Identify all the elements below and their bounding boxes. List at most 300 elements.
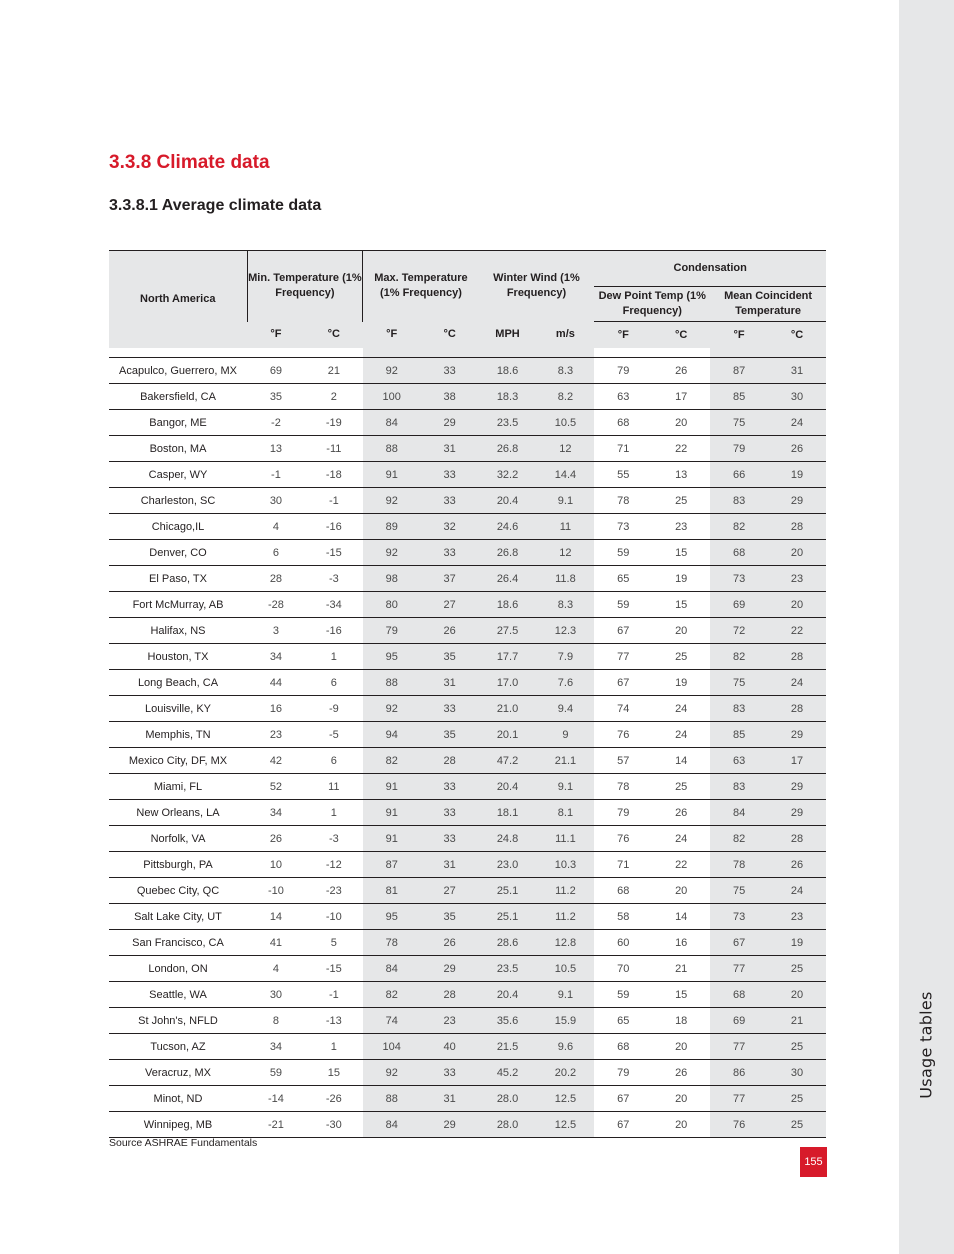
value-cell-mean-temp-f: 77: [710, 956, 768, 982]
value-cell-mean-temp-c: 21: [768, 1008, 826, 1034]
value-cell-max-temp-f: 104: [363, 1034, 421, 1060]
value-cell-min-temp-f: 44: [247, 670, 305, 696]
value-cell-max-temp-c: 38: [421, 384, 479, 410]
value-cell-min-temp-f: 26: [247, 826, 305, 852]
table-row: [109, 1086, 826, 1112]
value-cell-min-temp-f: 10: [247, 852, 305, 878]
unit-header-dew-point-c: °C: [652, 322, 710, 349]
value-cell-wind-mph: 47.2: [479, 748, 537, 774]
city-cell: Bangor, ME: [109, 410, 247, 436]
city-cell: San Francisco, CA: [109, 930, 247, 956]
value-cell-mean-temp-f: 75: [710, 878, 768, 904]
city-cell: Halifax, NS: [109, 618, 247, 644]
value-cell-mean-temp-c: 29: [768, 488, 826, 514]
table-row: [109, 384, 826, 410]
spacer-cell: [363, 348, 421, 358]
value-cell-dew-point-c: 23: [652, 514, 710, 540]
value-cell-wind-ms: 10.5: [536, 410, 594, 436]
city-cell: Chicago,IL: [109, 514, 247, 540]
value-cell-mean-temp-c: 31: [768, 358, 826, 384]
value-cell-dew-point-f: 57: [594, 748, 652, 774]
value-cell-mean-temp-f: 78: [710, 852, 768, 878]
value-cell-dew-point-c: 24: [652, 826, 710, 852]
spacer-cell: [305, 348, 363, 358]
city-cell: London, ON: [109, 956, 247, 982]
value-cell-max-temp-f: 89: [363, 514, 421, 540]
value-cell-min-temp-c: 1: [305, 644, 363, 670]
value-cell-wind-ms: 20.2: [536, 1060, 594, 1086]
value-cell-mean-temp-c: 20: [768, 982, 826, 1008]
value-cell-wind-mph: 17.0: [479, 670, 537, 696]
value-cell-max-temp-c: 28: [421, 982, 479, 1008]
value-cell-min-temp-c: -16: [305, 514, 363, 540]
value-cell-dew-point-c: 20: [652, 410, 710, 436]
table-row: [109, 566, 826, 592]
value-cell-dew-point-f: 71: [594, 436, 652, 462]
value-cell-wind-mph: 35.6: [479, 1008, 537, 1034]
value-cell-min-temp-f: -28: [247, 592, 305, 618]
value-cell-dew-point-f: 68: [594, 410, 652, 436]
value-cell-min-temp-f: 35: [247, 384, 305, 410]
value-cell-wind-mph: 26.8: [479, 436, 537, 462]
value-cell-min-temp-f: 13: [247, 436, 305, 462]
value-cell-max-temp-c: 29: [421, 1112, 479, 1138]
value-cell-max-temp-c: 40: [421, 1034, 479, 1060]
section-title: 3.3.8 Climate data: [109, 152, 270, 173]
value-cell-max-temp-c: 33: [421, 696, 479, 722]
value-cell-min-temp-f: -2: [247, 410, 305, 436]
table-row: [109, 696, 826, 722]
table-row: [109, 826, 826, 852]
value-cell-mean-temp-f: 69: [710, 592, 768, 618]
value-cell-mean-temp-c: 19: [768, 930, 826, 956]
spacer-cell: [479, 348, 537, 358]
table-row: [109, 618, 826, 644]
value-cell-min-temp-c: -34: [305, 592, 363, 618]
value-cell-min-temp-c: -19: [305, 410, 363, 436]
value-cell-wind-ms: 12.8: [536, 930, 594, 956]
value-cell-max-temp-f: 82: [363, 748, 421, 774]
table-row: [109, 592, 826, 618]
value-cell-wind-mph: 20.4: [479, 774, 537, 800]
value-cell-mean-temp-c: 30: [768, 384, 826, 410]
value-cell-wind-mph: 18.6: [479, 358, 537, 384]
value-cell-mean-temp-f: 67: [710, 930, 768, 956]
value-cell-wind-mph: 26.8: [479, 540, 537, 566]
unit-header-wind-mph: MPH: [479, 322, 537, 349]
table-row: [109, 722, 826, 748]
value-cell-max-temp-c: 35: [421, 722, 479, 748]
city-cell: Minot, ND: [109, 1086, 247, 1112]
unit-header-mean-temp-f: °F: [710, 322, 768, 349]
table-row: [109, 540, 826, 566]
table-row: [109, 514, 826, 540]
value-cell-min-temp-f: 30: [247, 488, 305, 514]
value-cell-min-temp-f: 52: [247, 774, 305, 800]
value-cell-min-temp-f: 59: [247, 1060, 305, 1086]
value-cell-min-temp-c: 5: [305, 930, 363, 956]
value-cell-min-temp-f: -21: [247, 1112, 305, 1138]
city-cell: Mexico City, DF, MX: [109, 748, 247, 774]
value-cell-max-temp-c: 29: [421, 956, 479, 982]
value-cell-mean-temp-f: 87: [710, 358, 768, 384]
value-cell-max-temp-c: 33: [421, 826, 479, 852]
value-cell-mean-temp-f: 85: [710, 384, 768, 410]
value-cell-min-temp-c: -3: [305, 826, 363, 852]
value-cell-max-temp-f: 84: [363, 410, 421, 436]
value-cell-min-temp-f: 16: [247, 696, 305, 722]
value-cell-max-temp-f: 92: [363, 358, 421, 384]
value-cell-wind-mph: 25.1: [479, 904, 537, 930]
value-cell-mean-temp-f: 86: [710, 1060, 768, 1086]
table-row: [109, 1034, 826, 1060]
value-cell-min-temp-c: -15: [305, 540, 363, 566]
value-cell-dew-point-f: 73: [594, 514, 652, 540]
value-cell-min-temp-f: 14: [247, 904, 305, 930]
value-cell-wind-mph: 27.5: [479, 618, 537, 644]
spacer-cell: [247, 348, 305, 358]
value-cell-mean-temp-f: 79: [710, 436, 768, 462]
value-cell-min-temp-c: -9: [305, 696, 363, 722]
value-cell-max-temp-f: 95: [363, 904, 421, 930]
max-temp-header: Max. Temperature (1% Frequency): [363, 251, 479, 322]
value-cell-mean-temp-f: 69: [710, 1008, 768, 1034]
value-cell-dew-point-c: 20: [652, 618, 710, 644]
value-cell-wind-ms: 11.2: [536, 904, 594, 930]
value-cell-dew-point-c: 20: [652, 1086, 710, 1112]
value-cell-wind-mph: 28.0: [479, 1112, 537, 1138]
value-cell-max-temp-f: 94: [363, 722, 421, 748]
value-cell-mean-temp-f: 82: [710, 514, 768, 540]
value-cell-max-temp-f: 91: [363, 774, 421, 800]
value-cell-min-temp-f: 28: [247, 566, 305, 592]
value-cell-mean-temp-f: 76: [710, 1112, 768, 1138]
unit-header-mean-temp-c: °C: [768, 322, 826, 349]
value-cell-max-temp-c: 35: [421, 644, 479, 670]
table-row: [109, 956, 826, 982]
value-cell-wind-mph: 24.8: [479, 826, 537, 852]
city-cell: Veracruz, MX: [109, 1060, 247, 1086]
city-cell: Casper, WY: [109, 462, 247, 488]
value-cell-max-temp-c: 37: [421, 566, 479, 592]
value-cell-wind-ms: 7.6: [536, 670, 594, 696]
value-cell-max-temp-c: 31: [421, 670, 479, 696]
value-cell-wind-ms: 9.4: [536, 696, 594, 722]
spacer-cell: [536, 348, 594, 358]
value-cell-max-temp-c: 23: [421, 1008, 479, 1034]
value-cell-min-temp-c: -1: [305, 982, 363, 1008]
min-temp-header: Min. Temperature (1% Frequency): [247, 251, 363, 322]
value-cell-mean-temp-c: 25: [768, 1086, 826, 1112]
city-cell: Houston, TX: [109, 644, 247, 670]
value-cell-wind-ms: 8.1: [536, 800, 594, 826]
value-cell-min-temp-c: -1: [305, 488, 363, 514]
value-cell-dew-point-c: 20: [652, 1034, 710, 1060]
value-cell-wind-ms: 12.5: [536, 1112, 594, 1138]
value-cell-min-temp-c: 2: [305, 384, 363, 410]
value-cell-max-temp-c: 33: [421, 774, 479, 800]
value-cell-dew-point-c: 18: [652, 1008, 710, 1034]
table-row: [109, 670, 826, 696]
table-row: [109, 1112, 826, 1138]
winter-wind-header: Winter Wind (1% Frequency): [479, 251, 595, 322]
value-cell-dew-point-f: 60: [594, 930, 652, 956]
mean-coincident-header: Mean Coincident Temperature: [710, 287, 826, 322]
city-cell: Acapulco, Guerrero, MX: [109, 358, 247, 384]
value-cell-mean-temp-c: 28: [768, 826, 826, 852]
value-cell-mean-temp-c: 28: [768, 514, 826, 540]
value-cell-dew-point-f: 59: [594, 540, 652, 566]
value-cell-max-temp-f: 98: [363, 566, 421, 592]
value-cell-max-temp-c: 31: [421, 852, 479, 878]
value-cell-max-temp-c: 32: [421, 514, 479, 540]
table-row: [109, 800, 826, 826]
table-row: [109, 1060, 826, 1086]
value-cell-min-temp-c: 6: [305, 670, 363, 696]
value-cell-mean-temp-c: 24: [768, 878, 826, 904]
value-cell-min-temp-c: 21: [305, 358, 363, 384]
value-cell-mean-temp-f: 73: [710, 904, 768, 930]
value-cell-wind-mph: 18.6: [479, 592, 537, 618]
value-cell-mean-temp-c: 29: [768, 774, 826, 800]
sidebar-label: Usage tables: [916, 991, 936, 1099]
value-cell-mean-temp-c: 20: [768, 540, 826, 566]
value-cell-dew-point-f: 55: [594, 462, 652, 488]
value-cell-wind-ms: 9: [536, 722, 594, 748]
value-cell-max-temp-c: 35: [421, 904, 479, 930]
city-cell: Pittsburgh, PA: [109, 852, 247, 878]
value-cell-wind-mph: 23.5: [479, 956, 537, 982]
value-cell-dew-point-c: 25: [652, 488, 710, 514]
value-cell-mean-temp-f: 82: [710, 644, 768, 670]
value-cell-min-temp-f: 3: [247, 618, 305, 644]
value-cell-mean-temp-c: 19: [768, 462, 826, 488]
value-cell-dew-point-c: 26: [652, 800, 710, 826]
value-cell-max-temp-f: 91: [363, 826, 421, 852]
value-cell-dew-point-c: 13: [652, 462, 710, 488]
value-cell-min-temp-c: -12: [305, 852, 363, 878]
value-cell-dew-point-f: 67: [594, 1112, 652, 1138]
value-cell-mean-temp-c: 25: [768, 1112, 826, 1138]
value-cell-mean-temp-f: 75: [710, 670, 768, 696]
value-cell-mean-temp-c: 28: [768, 696, 826, 722]
value-cell-dew-point-f: 58: [594, 904, 652, 930]
value-cell-mean-temp-c: 17: [768, 748, 826, 774]
value-cell-min-temp-c: -13: [305, 1008, 363, 1034]
value-cell-mean-temp-c: 25: [768, 1034, 826, 1060]
value-cell-mean-temp-f: 66: [710, 462, 768, 488]
value-cell-wind-ms: 9.1: [536, 774, 594, 800]
value-cell-wind-mph: 20.4: [479, 982, 537, 1008]
value-cell-min-temp-c: -18: [305, 462, 363, 488]
value-cell-dew-point-c: 15: [652, 592, 710, 618]
value-cell-dew-point-f: 59: [594, 982, 652, 1008]
value-cell-dew-point-c: 25: [652, 774, 710, 800]
value-cell-wind-ms: 8.3: [536, 358, 594, 384]
value-cell-max-temp-c: 26: [421, 618, 479, 644]
value-cell-mean-temp-c: 25: [768, 956, 826, 982]
value-cell-max-temp-f: 79: [363, 618, 421, 644]
city-cell: Memphis, TN: [109, 722, 247, 748]
value-cell-mean-temp-f: 77: [710, 1086, 768, 1112]
value-cell-min-temp-f: 23: [247, 722, 305, 748]
table-row: [109, 904, 826, 930]
value-cell-dew-point-f: 63: [594, 384, 652, 410]
value-cell-wind-ms: 8.2: [536, 384, 594, 410]
value-cell-max-temp-f: 92: [363, 1060, 421, 1086]
value-cell-min-temp-c: -16: [305, 618, 363, 644]
value-cell-wind-mph: 18.3: [479, 384, 537, 410]
value-cell-dew-point-f: 68: [594, 1034, 652, 1060]
value-cell-min-temp-c: 15: [305, 1060, 363, 1086]
value-cell-wind-mph: 28.6: [479, 930, 537, 956]
value-cell-mean-temp-f: 77: [710, 1034, 768, 1060]
table-row: [109, 878, 826, 904]
value-cell-dew-point-f: 67: [594, 618, 652, 644]
climate-table: [109, 250, 826, 1138]
source-note: Source ASHRAE Fundamentals: [109, 1137, 258, 1149]
value-cell-wind-ms: 15.9: [536, 1008, 594, 1034]
value-cell-dew-point-f: 77: [594, 644, 652, 670]
value-cell-mean-temp-c: 24: [768, 670, 826, 696]
value-cell-min-temp-c: -23: [305, 878, 363, 904]
city-cell: St John's, NFLD: [109, 1008, 247, 1034]
value-cell-wind-ms: 9.1: [536, 488, 594, 514]
value-cell-wind-ms: 12.5: [536, 1086, 594, 1112]
table-row: [109, 644, 826, 670]
value-cell-mean-temp-c: 26: [768, 436, 826, 462]
value-cell-max-temp-c: 27: [421, 878, 479, 904]
value-cell-min-temp-f: -14: [247, 1086, 305, 1112]
table-row: [109, 852, 826, 878]
value-cell-min-temp-f: 30: [247, 982, 305, 1008]
table-row: [109, 358, 826, 384]
value-cell-wind-ms: 9.6: [536, 1034, 594, 1060]
city-cell: Louisville, KY: [109, 696, 247, 722]
value-cell-mean-temp-f: 83: [710, 774, 768, 800]
value-cell-mean-temp-f: 82: [710, 826, 768, 852]
value-cell-dew-point-f: 79: [594, 1060, 652, 1086]
city-cell: Denver, CO: [109, 540, 247, 566]
value-cell-wind-ms: 11: [536, 514, 594, 540]
value-cell-dew-point-c: 21: [652, 956, 710, 982]
value-cell-max-temp-c: 29: [421, 410, 479, 436]
value-cell-wind-mph: 20.4: [479, 488, 537, 514]
city-cell: Charleston, SC: [109, 488, 247, 514]
value-cell-dew-point-f: 68: [594, 878, 652, 904]
value-cell-min-temp-c: -30: [305, 1112, 363, 1138]
value-cell-max-temp-f: 92: [363, 696, 421, 722]
value-cell-dew-point-c: 14: [652, 748, 710, 774]
value-cell-dew-point-f: 74: [594, 696, 652, 722]
spacer-cell: [768, 348, 826, 358]
value-cell-min-temp-f: -10: [247, 878, 305, 904]
value-cell-min-temp-f: 69: [247, 358, 305, 384]
value-cell-mean-temp-c: 23: [768, 566, 826, 592]
value-cell-min-temp-f: 34: [247, 1034, 305, 1060]
value-cell-wind-ms: 10.3: [536, 852, 594, 878]
value-cell-max-temp-f: 84: [363, 1112, 421, 1138]
value-cell-mean-temp-c: 29: [768, 722, 826, 748]
value-cell-dew-point-c: 15: [652, 982, 710, 1008]
value-cell-dew-point-c: 17: [652, 384, 710, 410]
city-cell: Miami, FL: [109, 774, 247, 800]
value-cell-min-temp-f: 4: [247, 514, 305, 540]
value-cell-wind-ms: 12: [536, 540, 594, 566]
value-cell-wind-ms: 11.1: [536, 826, 594, 852]
value-cell-wind-mph: 32.2: [479, 462, 537, 488]
value-cell-dew-point-c: 20: [652, 1112, 710, 1138]
value-cell-mean-temp-f: 72: [710, 618, 768, 644]
value-cell-mean-temp-c: 26: [768, 852, 826, 878]
region-header: North America: [109, 251, 247, 349]
value-cell-wind-mph: 21.0: [479, 696, 537, 722]
table-row: [109, 410, 826, 436]
value-cell-min-temp-f: 4: [247, 956, 305, 982]
condensation-header: Condensation: [594, 251, 826, 287]
value-cell-wind-mph: 20.1: [479, 722, 537, 748]
city-cell: Winnipeg, MB: [109, 1112, 247, 1138]
value-cell-min-temp-c: 1: [305, 1034, 363, 1060]
value-cell-dew-point-f: 78: [594, 774, 652, 800]
value-cell-max-temp-c: 33: [421, 1060, 479, 1086]
value-cell-max-temp-c: 33: [421, 540, 479, 566]
value-cell-max-temp-f: 74: [363, 1008, 421, 1034]
value-cell-max-temp-f: 100: [363, 384, 421, 410]
value-cell-max-temp-f: 95: [363, 644, 421, 670]
value-cell-min-temp-f: 41: [247, 930, 305, 956]
value-cell-max-temp-c: 28: [421, 748, 479, 774]
value-cell-dew-point-c: 20: [652, 878, 710, 904]
subsection-title: 3.3.8.1 Average climate data: [109, 197, 322, 214]
unit-header-max-temp-c: °C: [421, 322, 479, 349]
value-cell-mean-temp-f: 63: [710, 748, 768, 774]
table-row: [109, 982, 826, 1008]
value-cell-max-temp-f: 87: [363, 852, 421, 878]
value-cell-wind-ms: 12.3: [536, 618, 594, 644]
dew-point-header: Dew Point Temp (1% Frequency): [594, 287, 710, 322]
value-cell-mean-temp-c: 29: [768, 800, 826, 826]
value-cell-dew-point-c: 24: [652, 722, 710, 748]
table-row: [109, 436, 826, 462]
city-cell: New Orleans, LA: [109, 800, 247, 826]
value-cell-dew-point-f: 70: [594, 956, 652, 982]
value-cell-dew-point-f: 79: [594, 800, 652, 826]
spacer-cell: [710, 348, 768, 358]
value-cell-max-temp-c: 33: [421, 462, 479, 488]
value-cell-wind-ms: 8.3: [536, 592, 594, 618]
value-cell-wind-mph: 25.1: [479, 878, 537, 904]
value-cell-mean-temp-f: 73: [710, 566, 768, 592]
value-cell-wind-ms: 9.1: [536, 982, 594, 1008]
value-cell-max-temp-c: 33: [421, 800, 479, 826]
value-cell-max-temp-c: 33: [421, 358, 479, 384]
table-row: [109, 488, 826, 514]
spacer-cell: [421, 348, 479, 358]
value-cell-wind-mph: 45.2: [479, 1060, 537, 1086]
value-cell-mean-temp-f: 68: [710, 982, 768, 1008]
value-cell-dew-point-c: 25: [652, 644, 710, 670]
value-cell-min-temp-c: 6: [305, 748, 363, 774]
value-cell-wind-mph: 23.5: [479, 410, 537, 436]
value-cell-max-temp-f: 82: [363, 982, 421, 1008]
value-cell-dew-point-c: 14: [652, 904, 710, 930]
value-cell-wind-ms: 14.4: [536, 462, 594, 488]
value-cell-mean-temp-c: 23: [768, 904, 826, 930]
value-cell-min-temp-f: 8: [247, 1008, 305, 1034]
value-cell-dew-point-f: 78: [594, 488, 652, 514]
value-cell-dew-point-f: 67: [594, 670, 652, 696]
